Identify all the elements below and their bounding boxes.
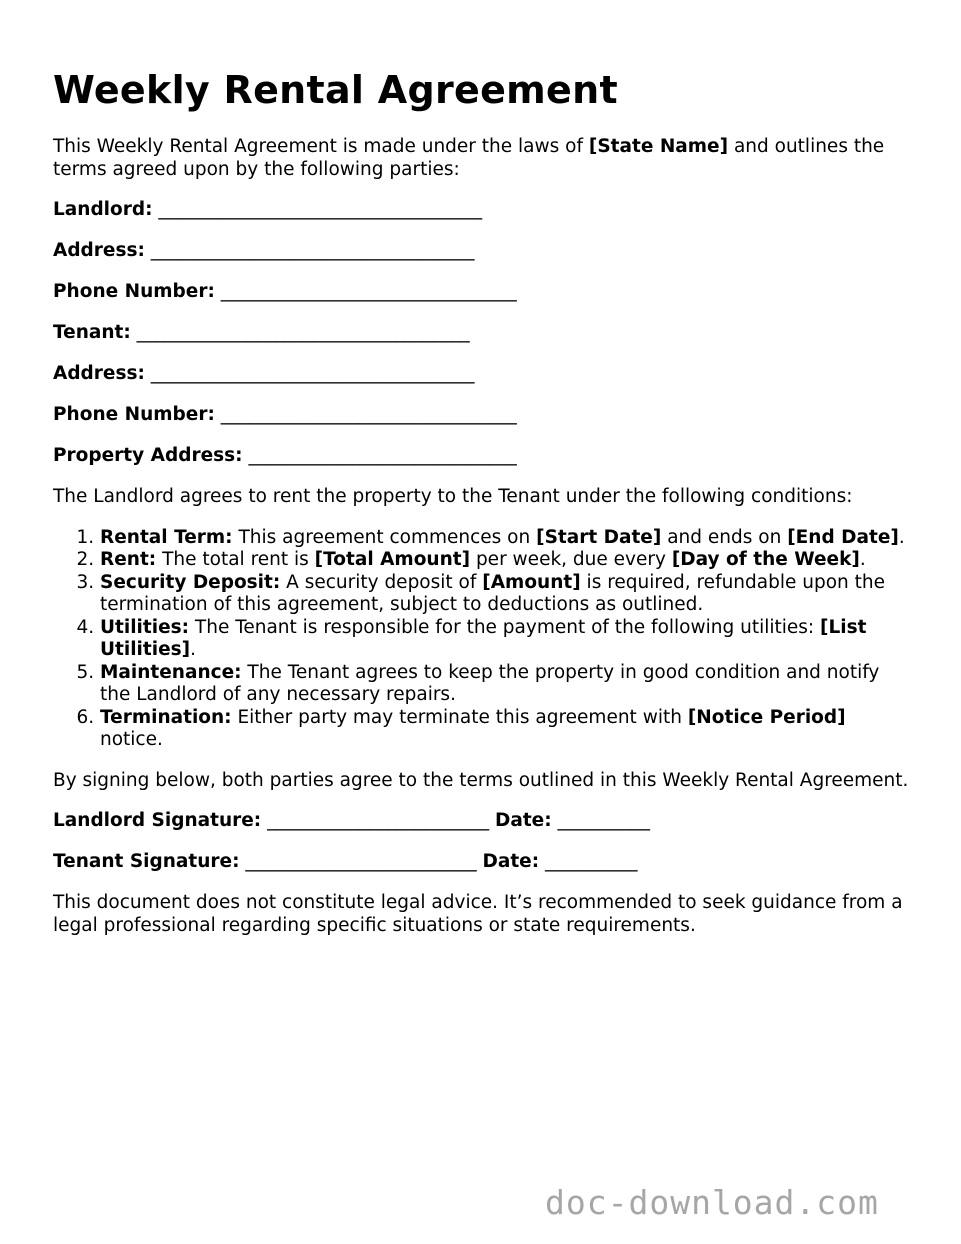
term-label: Rent:: [100, 549, 157, 570]
landlord-phone-field: [53, 281, 913, 304]
disclaimer: This document does not constitute legal advice. It’s recommended to seek guidance from a legal professional regarding specific situations or state requirements.: [53, 892, 903, 936]
term-text: The total rent is: [156, 549, 315, 570]
term-text: .: [859, 549, 866, 570]
term-text: .: [898, 526, 905, 548]
tenant-phone-blank[interactable]: ________________________________: [220, 404, 517, 425]
term-maintenance: [100, 662, 913, 707]
landlord-signature-blank[interactable]: ________________________: [267, 810, 490, 831]
tenant-field: [53, 322, 913, 345]
term-label: Security Deposit:: [100, 571, 281, 593]
term-text: and ends on: [661, 526, 788, 548]
term-rent: [100, 549, 913, 572]
document-title: Weekly Rental Agreement: [53, 68, 618, 112]
term-text: The Tenant is responsible for the payment of the following utilities:: [189, 616, 821, 638]
field-label: Property Address:: [53, 445, 243, 466]
conditions-intro: The Landlord agrees to rent the property to the Tenant under the following conditions:: [53, 486, 853, 507]
term-label: Termination:: [100, 706, 232, 728]
landlord-phone-blank[interactable]: ________________________________: [220, 281, 517, 302]
property-address-blank[interactable]: _____________________________: [248, 445, 517, 466]
landlord-address-field: [53, 240, 913, 263]
term-text: A security deposit of: [280, 571, 483, 593]
term-security-deposit: [100, 572, 913, 617]
intro-text-before: This Weekly Rental Agreement is made under the laws of: [53, 136, 589, 157]
utilities-placeholder: [List Utilities]: [100, 616, 867, 660]
total-amount-placeholder: [Total Amount]: [314, 549, 471, 570]
property-address-field: [53, 445, 913, 468]
tenant-signature-blank[interactable]: _________________________: [245, 851, 477, 872]
tenant-phone-field: [53, 404, 913, 427]
day-of-week-placeholder: [Day of the Week]: [671, 549, 860, 570]
landlord-field: [53, 199, 913, 222]
terms-list: [53, 527, 913, 752]
term-text: The Tenant agrees to keep the property in good condition and notify the Landlord of any necessary repairs.: [100, 661, 880, 705]
term-utilities: [100, 617, 913, 662]
field-label: Address:: [53, 240, 145, 261]
tenant-signature-line: [53, 851, 913, 874]
term-text: is required, refundable upon the termination of this agreement, subject to deductions as outlined.: [100, 571, 886, 615]
field-label: Landlord:: [53, 199, 153, 220]
landlord-blank[interactable]: ___________________________________: [158, 199, 483, 220]
signature-label: Tenant Signature:: [53, 851, 240, 872]
closing-paragraph: By signing below, both parties agree to the terms outlined in this Weekly Rental Agreement.: [53, 769, 909, 791]
term-label: Rental Term:: [100, 526, 233, 548]
field-label: Phone Number:: [53, 281, 215, 302]
term-text: Either party may terminate this agreement with: [231, 706, 688, 728]
date-label: Date:: [482, 851, 540, 872]
tenant-address-blank[interactable]: ___________________________________: [150, 363, 475, 384]
date-label: Date:: [494, 810, 552, 831]
term-termination: [100, 707, 913, 752]
watermark: doc-download.com: [545, 1183, 879, 1222]
start-date-placeholder: [Start Date]: [536, 526, 662, 548]
term-text: per week, due every: [470, 549, 672, 570]
state-name-placeholder: [State Name]: [588, 136, 729, 157]
landlord-address-blank[interactable]: ___________________________________: [150, 240, 475, 261]
term-label: Utilities:: [100, 616, 190, 638]
term-text: notice.: [100, 729, 163, 750]
signature-label: Landlord Signature:: [53, 810, 262, 831]
amount-placeholder: [Amount]: [482, 571, 581, 593]
end-date-placeholder: [End Date]: [787, 526, 899, 548]
tenant-blank[interactable]: ____________________________________: [136, 322, 470, 343]
document-page: [53, 66, 913, 937]
tenant-address-field: [53, 363, 913, 386]
term-text: This agreement commences on: [232, 526, 537, 548]
tenant-date-blank[interactable]: __________: [545, 851, 638, 872]
landlord-signature-line: [53, 810, 913, 833]
field-label: Tenant:: [53, 322, 131, 343]
notice-period-placeholder: [Notice Period]: [687, 706, 846, 728]
term-label: Maintenance:: [100, 661, 242, 683]
landlord-date-blank[interactable]: __________: [557, 810, 651, 831]
field-label: Phone Number:: [53, 404, 215, 425]
term-text: .: [190, 639, 196, 660]
field-label: Address:: [53, 363, 145, 384]
intro-paragraph: [53, 136, 913, 181]
term-rental-term: [100, 527, 913, 550]
intro-text-after: and outlines the terms agreed upon by the following parties:: [53, 136, 885, 180]
